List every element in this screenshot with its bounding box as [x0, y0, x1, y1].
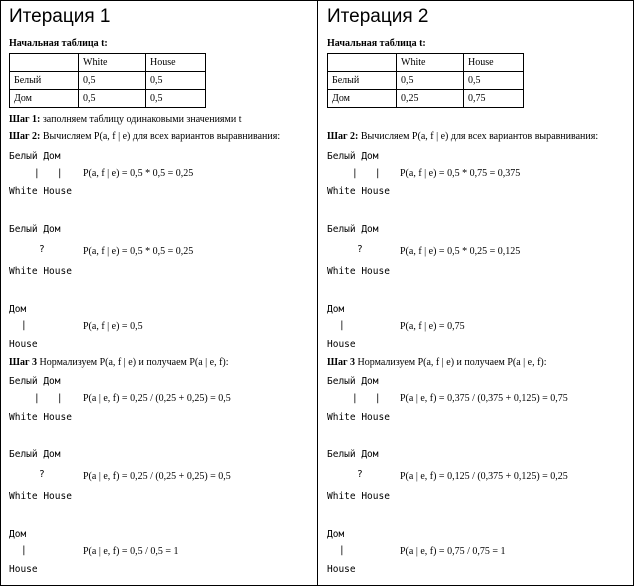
table-cell: 0,5 [146, 90, 206, 108]
table-row [328, 72, 524, 90]
iteration-2-table-caption: Начальная таблица t: [327, 38, 426, 49]
probability-formula: P(a, f | e) = 0,5 * 0,5 = 0,25 [83, 168, 194, 179]
table-cell: Белый [10, 72, 79, 90]
table-cell: Дом [328, 90, 397, 108]
alignment-russian: Дом [327, 304, 345, 315]
step-2-text: Вычисляем P(a, f | e) для всех вариантов выравнивания: [42, 131, 281, 142]
alignment-links: | [339, 545, 345, 556]
table-cell: 0,5 [79, 72, 146, 90]
table-row [10, 90, 206, 108]
table-row [328, 54, 524, 72]
probability-formula: P(a, f | e) = 0,5 [83, 321, 143, 332]
probability-formula: P(a, f | e) = 0,5 * 0,5 = 0,25 [83, 246, 194, 257]
step-3-label: Шаг 3 [9, 357, 38, 368]
table-cell: 0,5 [79, 90, 146, 108]
table-cell: House [146, 54, 206, 72]
alignment-links: | | [352, 168, 381, 179]
probability-formula: P(a | e, f) = 0,75 / 0,75 = 1 [400, 546, 506, 557]
alignment-english: House [9, 339, 38, 350]
probability-formula: P(a, f | e) = 0,5 * 0,75 = 0,375 [400, 168, 521, 179]
alignment-english: White House [327, 266, 390, 277]
alignment-russian: Дом [9, 529, 27, 540]
iteration-2-table [327, 53, 524, 108]
iteration-2-title: Итерация 2 [327, 6, 429, 27]
alignment-links: | [21, 320, 27, 331]
alignment-russian: Белый Дом [9, 224, 61, 235]
step-3-text: Нормализуем P(a, f | e) и получаем P(a | e, f): [357, 357, 547, 368]
iteration-2-column [317, 0, 634, 586]
alignment-russian: Дом [327, 529, 345, 540]
step-2-text: Вычисляем P(a, f | e) для всех вариантов выравнивания: [360, 131, 599, 142]
alignment-english: White House [9, 186, 72, 197]
alignment-english: White House [9, 266, 72, 277]
alignment-russian: Белый Дом [9, 376, 61, 387]
alignment-russian: Белый Дом [327, 151, 379, 162]
table-cell: Дом [10, 90, 79, 108]
table-cell: 0,5 [146, 72, 206, 90]
alignment-russian: Белый Дом [327, 449, 379, 460]
alignment-russian: Дом [9, 304, 27, 315]
probability-formula: P(a | e, f) = 0,5 / 0,5 = 1 [83, 546, 179, 557]
alignment-english: White House [9, 412, 72, 423]
alignment-russian: Белый Дом [327, 376, 379, 387]
table-cell: 0,5 [464, 72, 524, 90]
table-cell: 0,25 [397, 90, 464, 108]
step-2-line [9, 131, 280, 142]
probability-formula: P(a | e, f) = 0,125 / (0,375 + 0,125) = 0,25 [400, 471, 568, 482]
table-cell: White [79, 54, 146, 72]
step-2-label: Шаг 2: [327, 131, 359, 142]
alignment-links: ? [39, 469, 45, 480]
alignment-links: | | [352, 393, 381, 404]
step-3-text: Нормализуем P(a, f | e) и получаем P(a | e, f): [39, 357, 229, 368]
table-row [328, 90, 524, 108]
alignment-english: House [9, 564, 38, 575]
step-2-line [327, 131, 598, 142]
table-cell [328, 54, 397, 72]
table-row [10, 54, 206, 72]
alignment-links: ? [357, 244, 363, 255]
table-cell: 0,75 [464, 90, 524, 108]
alignment-english: House [327, 564, 356, 575]
alignment-english: White House [327, 412, 390, 423]
iteration-1-table-caption: Начальная таблица t: [9, 38, 108, 49]
step-3-line [327, 357, 547, 368]
step-1-label: Шаг 1: [9, 114, 41, 125]
step-1-line [9, 114, 242, 125]
alignment-links: | | [34, 168, 63, 179]
probability-formula: P(a | e, f) = 0,25 / (0,25 + 0,25) = 0,5 [83, 471, 231, 482]
iteration-1-title: Итерация 1 [9, 6, 111, 27]
alignment-russian: Белый Дом [9, 449, 61, 460]
step-3-line [9, 357, 229, 368]
probability-formula: P(a, f | e) = 0,75 [400, 321, 465, 332]
alignment-links: | [21, 545, 27, 556]
iteration-1-table [9, 53, 206, 108]
table-cell [10, 54, 79, 72]
alignment-links: | | [34, 393, 63, 404]
alignment-russian: Белый Дом [327, 224, 379, 235]
step-3-label: Шаг 3 [327, 357, 356, 368]
alignment-russian: Белый Дом [9, 151, 61, 162]
table-cell: 0,5 [397, 72, 464, 90]
step-1-text: заполняем таблицу одинаковыми значениями t [42, 114, 242, 125]
table-row [10, 72, 206, 90]
probability-formula: P(a | e, f) = 0,375 / (0,375 + 0,125) = 0,75 [400, 393, 568, 404]
alignment-english: White House [327, 186, 390, 197]
alignment-links: | [339, 320, 345, 331]
probability-formula: P(a | e, f) = 0,25 / (0,25 + 0,25) = 0,5 [83, 393, 231, 404]
alignment-english: White House [9, 491, 72, 502]
alignment-links: ? [357, 469, 363, 480]
step-2-label: Шаг 2: [9, 131, 41, 142]
alignment-links: ? [39, 244, 45, 255]
table-cell: White [397, 54, 464, 72]
alignment-english: House [327, 339, 356, 350]
alignment-english: White House [327, 491, 390, 502]
table-cell: House [464, 54, 524, 72]
table-cell: Белый [328, 72, 397, 90]
probability-formula: P(a, f | e) = 0,5 * 0,25 = 0,125 [400, 246, 521, 257]
